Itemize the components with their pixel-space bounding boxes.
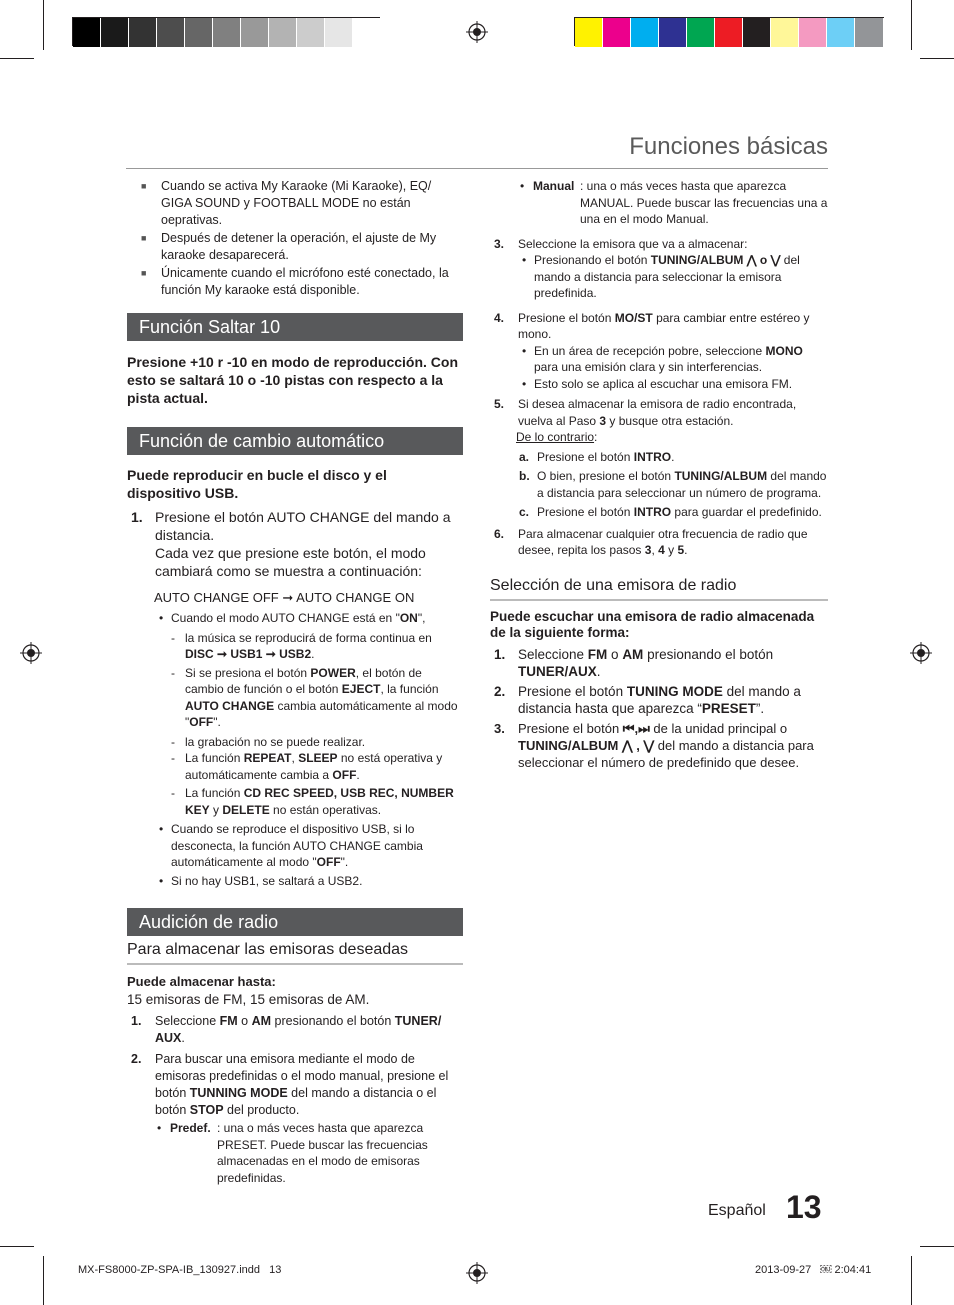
radio-step-4: 4. Presione el botón MO/ST para cambiar entre estéreo y mono. [494, 310, 810, 341]
crop-mark [43, 0, 44, 50]
note-item: ■ Únicamente cuando el micrófono esté conectado, la función My karaoke está disponible. [141, 266, 449, 297]
bullet-item: • Si no hay USB1, se saltará a USB2. [159, 873, 363, 888]
seleccion-intro: Puede escuchar una emisora de radio almacenada de la siguiente forma: [490, 608, 815, 640]
dash-item: - La función REPEAT, SLEEP no está operativa y automáticamente cambia a OFF. [171, 751, 443, 782]
crop-mark [0, 1246, 34, 1247]
dash-list [155, 630, 463, 819]
predef-item: • Predef. : una o más veces hasta que aparezca PRESET. Puede buscar las frecuencias almacenadas en el modo de emisoras predefinidas. [157, 1121, 428, 1185]
gray-color-bar [72, 17, 380, 46]
radio-step-5: 5. Si desea almacenar la emisora de radio encontrada, vuelva al Paso 3 y busque otra estación. [494, 397, 797, 428]
note-item: ■ Después de detener la operación, el ajuste de My karaoke desaparecerá. [141, 231, 437, 262]
notes-list [127, 178, 463, 299]
sel-step-3: 3. Presione el botón ⏮,⏭ de la unidad principal o TUNING/ALBUM ⋀ , ⋁ del mando a distancia para seleccionar el número de predefinido que desee. [494, 720, 814, 770]
bullet-item: • Esto solo se aplica al escuchar una emisora FM. [522, 376, 793, 391]
bullet-item: • Presionando el botón TUNING/ALBUM ⋀ o ⋁ del mando a distancia para seleccionar la emisora predefinida. [522, 253, 800, 300]
print-timestamp: 2013-09-27 ￼ 2:04:41 [755, 1264, 872, 1276]
radio-step-3: 3. Seleccione la emisora que va a almacenar: [494, 236, 748, 251]
bullet-icon: • [159, 822, 164, 836]
radio-step-6: 6. Para almacenar cualquier otra frecuencia de radio que desee, repita los pasos 3, 4 y 5. [494, 526, 808, 557]
bullet-icon: • [159, 873, 164, 888]
section-heading-radio: Audición de radio [127, 908, 463, 936]
page-title: Funciones básicas [629, 133, 828, 160]
language-label: Español [708, 1202, 766, 1219]
crop-mark [920, 1246, 954, 1247]
step-number: 1. [131, 509, 143, 525]
cambio-step-1: 1. Presione el botón AUTO CHANGE del mando a distancia. Cada vez que presione este botón, el modo cambiará como se muestra a continuación: [131, 509, 451, 579]
sub-step-b: b. O bien, presione el botón TUNING/ALBUM del mando a distancia para seleccionar un número de programa. [519, 469, 827, 500]
sel-step-1: 1. Seleccione FM o AM presionando el botón TUNER/AUX. [494, 646, 774, 679]
process-color-bar [574, 17, 884, 46]
dash-item: - la música se reproducirá de forma continua en DISC ➞ USB1 ➞ USB2. [171, 630, 432, 661]
cambio-intro: Puede reproducir en bucle el disco y el dispositivo USB. [127, 467, 387, 501]
radio-step-2: 2. Para buscar una emisora mediante el modo de emisoras predefinidas o el modo manual, presione el botón TUNNING MODE del mando a distancia o el botón STOP del producto. [131, 1052, 449, 1117]
almacenar-text: 15 emisoras de FM, 15 emisoras de AM. [127, 992, 370, 1007]
sub-step-a: a. Presione el botón INTRO. [519, 449, 675, 464]
subheading-almacenar: Para almacenar las emisoras deseadas [127, 939, 463, 965]
file-slug: MX-FS8000-ZP-SPA-IB_130927.indd 13 [78, 1264, 282, 1276]
auto-change-flow: AUTO CHANGE OFF ➞ AUTO CHANGE ON [154, 590, 415, 605]
bullet-item: • Cuando el modo AUTO CHANGE está en "ON", [159, 611, 426, 625]
section-heading-cambio: Función de cambio automático [127, 427, 463, 455]
dash-item: - la grabación no se puede realizar. [171, 734, 366, 749]
registration-mark-icon [466, 21, 488, 43]
subheading-seleccion: Selección de una emisora de radio [490, 575, 828, 601]
bullet-item: • Cuando se reproduce el dispositivo USB, si lo desconecta, la función AUTO CHANGE cambia automáticamente al modo "OFF". [159, 822, 423, 869]
crop-mark [43, 1256, 44, 1305]
crop-mark [0, 58, 34, 59]
dash-item: - Si se presiona el botón POWER, el botón de cambio de función o el botón EJECT, la función AUTO CHANGE cambia automáticamente al modo "OFF". [171, 665, 458, 729]
auto-change-details [127, 610, 463, 889]
sub-step-c: c. Presione el botón INTRO para guardar el predefinido. [519, 505, 822, 519]
radio-step-1: 1. Seleccione FM o AM presionando el botón TUNER/ AUX. [131, 1014, 442, 1045]
dash-item: - La función CD REC SPEED, USB REC, NUMBER KEY y DELETE no están operativas. [171, 786, 454, 817]
registration-mark-icon [466, 1262, 488, 1284]
otherwise-label: De lo contrario: [516, 430, 598, 444]
bullet-item: • En un área de recepción pobre, seleccione MONO para una emisión clara y sin interferencias. [522, 343, 803, 374]
bullet-icon: • [159, 611, 164, 625]
section-heading-saltar: Función Saltar 10 [127, 313, 463, 341]
note-item: ■ Cuando se activa My Karaoke (Mi Karaoke), EQ/ GIGA SOUND y FOOTBALL MODE no están oeprativas. [141, 179, 432, 227]
square-bullet-icon: ■ [141, 181, 147, 191]
crop-mark [911, 1256, 912, 1305]
manual-item: • Manual : una o más veces hasta que aparezca MANUAL. Puede buscar las frecuencias una a una en el modo Manual. [520, 179, 828, 226]
header-rule [126, 168, 828, 169]
almacenar-label: Puede almacenar hasta: [127, 974, 276, 989]
right-column [490, 178, 828, 771]
page-number: 13 [786, 1189, 822, 1225]
registration-mark-icon [910, 642, 932, 664]
registration-mark-icon [20, 642, 42, 664]
saltar-description: Presione +10 r -10 en modo de reproducción. Con esto se saltará 10 o -10 pistas con respecto a la pista actual. [127, 354, 459, 406]
crop-mark [911, 0, 912, 50]
square-bullet-icon: ■ [141, 233, 147, 243]
sel-step-2: 2. Presione el botón TUNING MODE del mando a distancia hasta que aparezca “PRESET”. [494, 683, 801, 716]
left-column [127, 178, 463, 1186]
crop-mark [920, 58, 954, 59]
square-bullet-icon: ■ [141, 268, 147, 278]
